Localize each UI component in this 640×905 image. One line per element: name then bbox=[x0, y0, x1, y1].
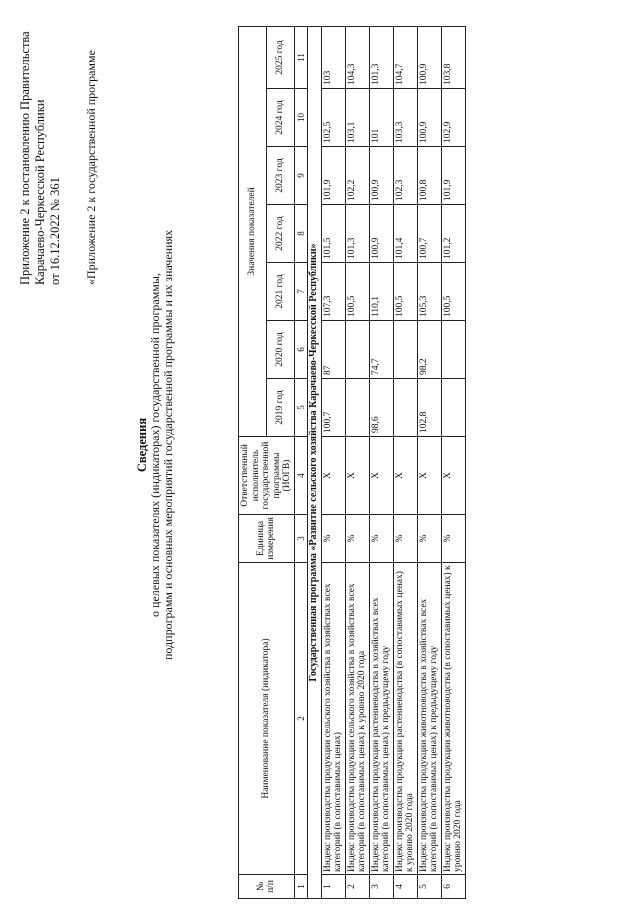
value-cell: 102,3 bbox=[393, 147, 417, 205]
value-cell: 101,9 bbox=[321, 147, 345, 205]
col-header-year: 2023 год bbox=[266, 147, 294, 205]
col-header-year: 2021 год bbox=[266, 263, 294, 321]
col-header-unit: Единица измерения bbox=[239, 515, 295, 563]
col-header-executor: Ответственный исполнитель государственной программы (ИОГВ) bbox=[239, 437, 295, 515]
column-index: 4 bbox=[294, 437, 308, 515]
document-title-line-1: о целевых показателях (индикаторах) государственной программы, bbox=[148, 273, 162, 617]
unit-cell: % bbox=[345, 515, 369, 563]
executor-cell: X bbox=[393, 437, 417, 515]
value-cell: 101 bbox=[369, 89, 393, 147]
value-cell: 100,9 bbox=[417, 26, 441, 88]
value-cell: 101,3 bbox=[369, 26, 393, 88]
value-cell: 101,9 bbox=[441, 147, 465, 205]
column-index: 3 bbox=[294, 515, 308, 563]
indicators-table-wrapper bbox=[238, 27, 466, 899]
col-header-values-group: Значения показателей bbox=[239, 26, 267, 436]
value-cell bbox=[345, 321, 369, 379]
value-cell: 101,3 bbox=[345, 205, 369, 263]
value-cell: 103 bbox=[321, 26, 345, 88]
row-number: 3 bbox=[369, 875, 393, 899]
value-cell: 103,1 bbox=[345, 89, 369, 147]
row-number: 4 bbox=[393, 875, 417, 899]
value-cell: 74,7 bbox=[369, 321, 393, 379]
col-header-year: 2025 год bbox=[266, 26, 294, 88]
value-cell: 101,5 bbox=[321, 205, 345, 263]
executor-cell: X bbox=[369, 437, 393, 515]
value-cell: 101,2 bbox=[441, 205, 465, 263]
executor-cell: X bbox=[345, 437, 369, 515]
value-cell: 100,9 bbox=[369, 147, 393, 205]
value-cell: 98,2 bbox=[417, 321, 441, 379]
value-cell: 100,5 bbox=[345, 263, 369, 321]
value-cell bbox=[441, 379, 465, 437]
value-cell: 105,3 bbox=[417, 263, 441, 321]
appendix-header bbox=[18, 5, 63, 285]
indicator-name: Индекс производства продукции животноводства в хозяйствах всех категорий (в сопоставимых ценах) к предыдущему году bbox=[417, 563, 441, 875]
col-header-year: 2020 год bbox=[266, 321, 294, 379]
column-index-row bbox=[294, 26, 308, 898]
table-row bbox=[441, 26, 465, 898]
value-cell: 100,5 bbox=[393, 263, 417, 321]
table-row bbox=[369, 26, 393, 898]
col-header-year: 2022 год bbox=[266, 205, 294, 263]
table-row bbox=[393, 26, 417, 898]
program-appendix-note: «Приложение 2 к государственной программе bbox=[84, 50, 98, 285]
value-cell: 100,7 bbox=[417, 205, 441, 263]
value-cell: 102,9 bbox=[441, 89, 465, 147]
unit-cell: % bbox=[393, 515, 417, 563]
unit-cell: % bbox=[369, 515, 393, 563]
value-cell: 100,9 bbox=[369, 205, 393, 263]
indicators-table bbox=[238, 26, 466, 899]
col-header-num: № п/п bbox=[239, 875, 295, 899]
row-number: 5 bbox=[417, 875, 441, 899]
value-cell: 103,3 bbox=[393, 89, 417, 147]
indicator-name: Индекс производства продукции сельского хозяйства в хозяйствах всех категорий (в сопоставимых ценах) к уровню 2020 года bbox=[345, 563, 369, 875]
value-cell: 100,7 bbox=[321, 379, 345, 437]
indicator-name: Индекс производства продукции сельского хозяйства в хозяйствах всех категорий (в сопоставимых ценах) bbox=[321, 563, 345, 875]
value-cell: 104,7 bbox=[393, 26, 417, 88]
executor-cell: X bbox=[417, 437, 441, 515]
value-cell: 98,6 bbox=[369, 379, 393, 437]
value-cell: 102,2 bbox=[345, 147, 369, 205]
table-row bbox=[345, 26, 369, 898]
executor-cell: X bbox=[441, 437, 465, 515]
executor-cell: X bbox=[321, 437, 345, 515]
value-cell bbox=[441, 321, 465, 379]
document-title-line-2: подпрограмм и основных мероприятий государственной программы и их значениях bbox=[161, 229, 175, 661]
value-cell bbox=[393, 321, 417, 379]
unit-cell: % bbox=[321, 515, 345, 563]
header-row bbox=[239, 26, 267, 898]
value-cell: 110,1 bbox=[369, 263, 393, 321]
col-header-year: 2019 год bbox=[266, 379, 294, 437]
indicator-name: Индекс производства продукции животноводства (в сопоставимых ценах) к уровню 2020 года bbox=[441, 563, 465, 875]
value-cell: 102,5 bbox=[321, 89, 345, 147]
column-index: 6 bbox=[294, 321, 308, 379]
section-title: Государственная программа «Развитие сельского хозяйства Карачаево-Черкесской Республики» bbox=[308, 26, 322, 898]
appendix-line-1: Приложение 2 к постановлению Правительства bbox=[18, 31, 32, 285]
section-row bbox=[308, 26, 322, 898]
column-index: 11 bbox=[294, 26, 308, 88]
value-cell: 100,5 bbox=[441, 263, 465, 321]
value-cell bbox=[393, 379, 417, 437]
row-number: 2 bbox=[345, 875, 369, 899]
value-cell: 107,3 bbox=[321, 263, 345, 321]
document-title-block bbox=[136, 185, 175, 705]
value-cell: 101,4 bbox=[393, 205, 417, 263]
column-index: 2 bbox=[294, 563, 308, 875]
column-index: 5 bbox=[294, 379, 308, 437]
indicator-name: Индекс производства продукции растениеводства в хозяйствах всех категорий (в сопоставимых ценах) к предыдущему году bbox=[369, 563, 393, 875]
col-header-year: 2024 год bbox=[266, 89, 294, 147]
value-cell bbox=[345, 379, 369, 437]
appendix-line-3: от 16.12.2022 № 361 bbox=[48, 177, 62, 285]
value-cell: 100,9 bbox=[417, 89, 441, 147]
indicator-name: Индекс производства продукции растениеводства (в сопоставимых ценах) к уровню 2020 года bbox=[393, 563, 417, 875]
value-cell: 102,8 bbox=[417, 379, 441, 437]
row-number: 1 bbox=[321, 875, 345, 899]
value-cell: 100,8 bbox=[417, 147, 441, 205]
appendix-line-2: Карачаево-Черкесской Республики bbox=[33, 99, 47, 285]
col-header-name: Наименование показателя (индикатора) bbox=[239, 563, 295, 875]
unit-cell: % bbox=[441, 515, 465, 563]
table-row bbox=[321, 26, 345, 898]
column-index: 8 bbox=[294, 205, 308, 263]
column-index: 1 bbox=[294, 875, 308, 899]
document-heading: Сведения bbox=[135, 417, 149, 473]
value-cell: 104,3 bbox=[345, 26, 369, 88]
column-index: 7 bbox=[294, 263, 308, 321]
value-cell: 103,8 bbox=[441, 26, 465, 88]
value-cell: 87 bbox=[321, 321, 345, 379]
unit-cell: % bbox=[417, 515, 441, 563]
column-index: 10 bbox=[294, 89, 308, 147]
column-index: 9 bbox=[294, 147, 308, 205]
indicator-rows bbox=[321, 26, 465, 898]
table-row bbox=[417, 26, 441, 898]
row-number: 6 bbox=[441, 875, 465, 899]
